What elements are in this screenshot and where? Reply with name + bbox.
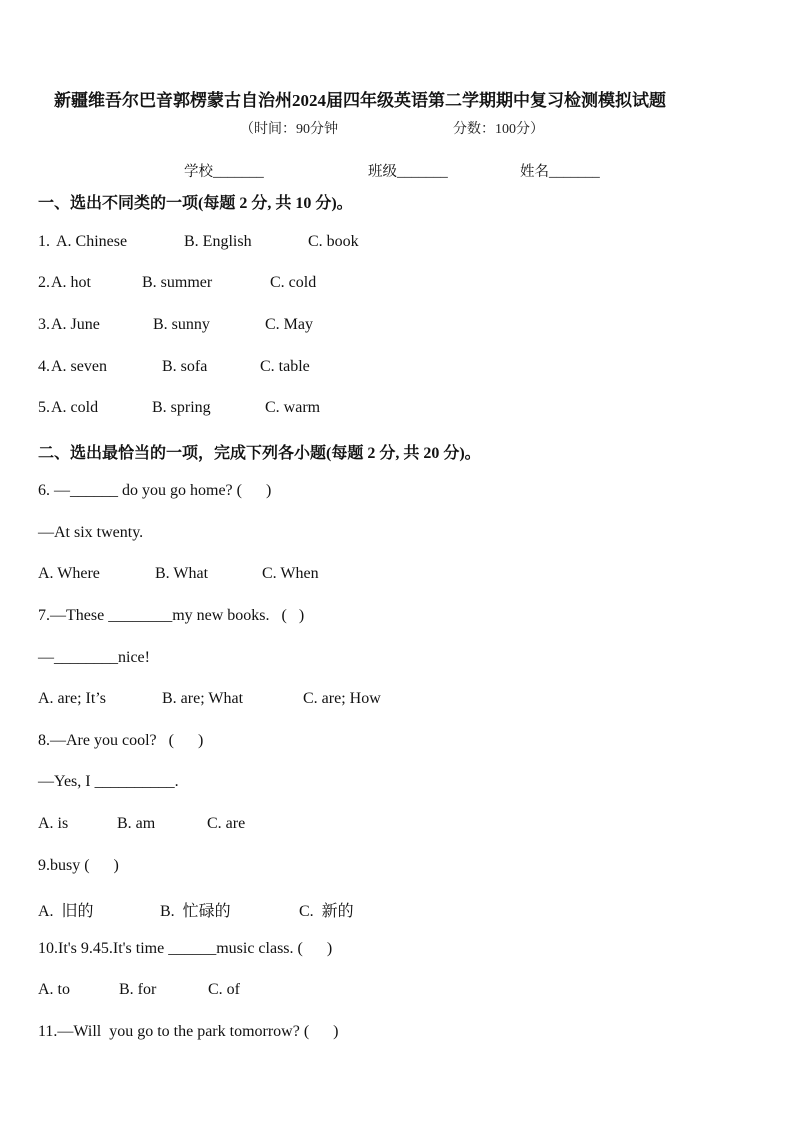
option-b: B. spring — [152, 399, 211, 416]
question-stem: 6. —______ do you go home? ( ) — [38, 482, 272, 499]
question-number: 2. — [38, 274, 50, 291]
option-a: A. 旧的 — [38, 903, 94, 920]
section1-heading: 一、选出不同类的一项(每题 2 分, 共 10 分)。 — [38, 195, 353, 212]
question-stem: 8.—Are you cool? ( ) — [38, 732, 204, 749]
option-a: A. Chinese — [56, 233, 128, 250]
question-stem: 11.—Will you go to the park tomorrow? ( ) — [38, 1023, 339, 1040]
option-b: B. 忙碌的 — [160, 903, 231, 920]
option-c: C. warm — [265, 399, 321, 416]
option-b: B. sofa — [162, 358, 208, 375]
option-b: B. English — [184, 233, 252, 250]
question-number: 3. — [38, 316, 50, 333]
option-c: C. are — [207, 815, 246, 832]
option-c: C. table — [260, 358, 310, 375]
exam-time: （时间：90分钟 — [240, 122, 338, 137]
question-number: 1. — [38, 233, 54, 250]
question-line2: —________nice! — [38, 649, 150, 666]
name-field: 姓名_______ — [520, 164, 600, 180]
question-number: 5. — [38, 399, 50, 416]
question-line2: —Yes, I __________. — [38, 773, 179, 790]
option-b: B. What — [155, 565, 209, 582]
option-c: C. cold — [270, 274, 317, 291]
option-c: C. book — [308, 233, 359, 250]
option-a: A. to — [38, 981, 70, 998]
option-a: A. seven — [51, 358, 107, 375]
option-a: A. hot — [51, 274, 91, 291]
question-stem: 10.It's 9.45.It's time ______music class. ( ) — [38, 940, 333, 957]
option-b: B. summer — [142, 274, 213, 291]
option-a: A. June — [51, 316, 100, 333]
school-field: 学校_______ — [184, 164, 264, 180]
option-a: A. Where — [38, 565, 100, 582]
option-b: B. for — [119, 981, 157, 998]
question-line2: —At six twenty. — [38, 524, 144, 541]
option-b: B. am — [117, 815, 156, 832]
section2-heading: 二、选出最恰当的一项，完成下列各小题(每题 2 分, 共 20 分)。 — [38, 445, 481, 462]
option-a: A. is — [38, 815, 69, 832]
option-c: C. of — [208, 981, 240, 998]
option-c: C. May — [265, 316, 313, 333]
option-c: C. When — [262, 565, 319, 582]
option-b: B. sunny — [153, 316, 210, 333]
option-c: C. are; How — [303, 690, 381, 707]
exam-score: 分数：100分） — [453, 122, 544, 137]
option-c: C. 新的 — [299, 903, 354, 920]
question-stem: 7.—These ________my new books. ( ) — [38, 607, 305, 624]
question-stem: 9.busy ( ) — [38, 857, 119, 874]
class-field: 班级_______ — [368, 164, 448, 180]
option-a: A. are; It’s — [38, 690, 106, 707]
option-b: B. are; What — [162, 690, 244, 707]
option-a: A. cold — [51, 399, 99, 416]
question-number: 4. — [38, 358, 50, 375]
exam-title: 新疆维吾尔巴音郭楞蒙古自治州2024届四年级英语第二学期期中复习检测模拟试题 — [54, 91, 666, 110]
